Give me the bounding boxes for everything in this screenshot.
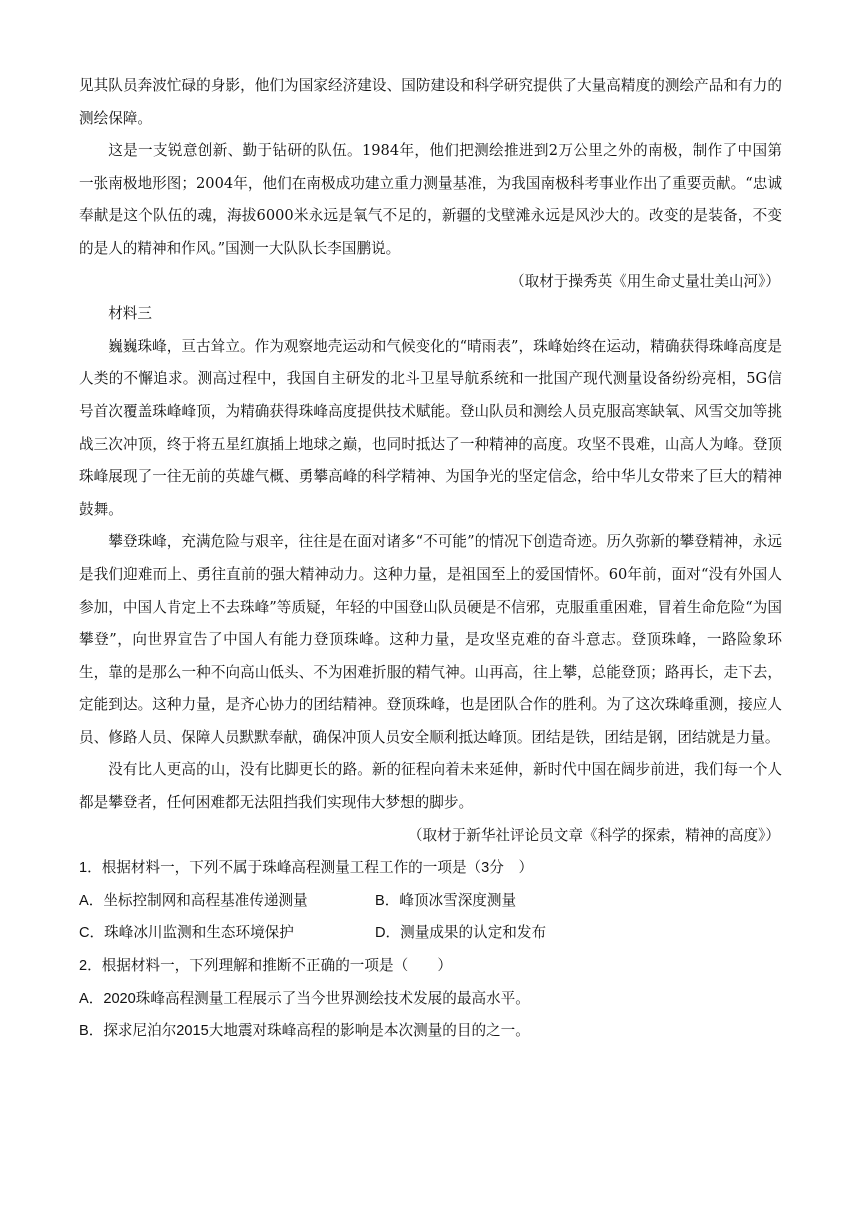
material3-paragraph-1: 巍巍珠峰，亘古耸立。作为观察地壳运动和气候变化的“晴雨表”，珠峰始终在运动，精确获得珠峰高度是人类的不懈追求。测高过程中，我国自主研发的北斗卫星导航系统和一批国产现代测量设备纷纷亮相，5G信号首次覆盖珠峰峰顶，为精确获得珠峰高度提供技术赋能。登山队员和测绘人员克服高寒缺氧、风雪交加等挑战三次冲顶，终于将五星红旗插上地球之巅，也同时抵达了一种精神的高度。攻坚不畏难，山高人为峰。登顶珠峰展现了一往无前的英雄气概、勇攀高峰的科学精神、为国争光的坚定信念，给中华儿女带来了巨大的精神鼓舞。: [79, 337, 782, 518]
question-1-option-c[interactable]: C．珠峰冰川监测和生态环境保护: [79, 925, 294, 942]
question-2-stem: 2．根据材料一，下列理解和推断不正确的一项是（ ）: [79, 958, 452, 975]
material3-paragraph-3: 没有比人更高的山，没有比脚更长的路。新的征程向着未来延伸，新时代中国在阔步前进，我们每一个人都是攀登者，任何困难都无法阻挡我们实现伟大梦想的脚步。: [79, 761, 782, 812]
material3-source: （取材于新华社评论员文章《科学的探索，精神的高度》）: [407, 826, 780, 844]
material3-paragraph-2: 攀登珠峰，充满危险与艰辛，往往是在面对诸多“不可能”的情况下创造奇迹。历久弥新的攀登精神，永远是我们迎难而上、勇往直前的强大精神动力。这种力量，是祖国至上的爱国情怀。60年前，面对“没有外国人参加，中国人肯定上不去珠峰”等质疑，年轻的中国登山队员硬是不信邪，克服重重困难，冒着生命危险“为国攀登”，向世界宣告了中国人有能力登顶珠峰。这种力量，是攻坚克难的奋斗意志。登顶珠峰，一路险象环生，靠的是那么一种不向高山低头、不为困难折服的精气神。山再高，往上攀，总能登顶；路再长，走下去，定能到达。这种力量，是齐心协力的团结精神。登顶珠峰，也是团队合作的胜利。为了这次珠峰重测，接应人员、修路人员、保障人员默默奉献，确保冲顶人员安全顺利抵达峰顶。团结是铁，团结是钢，团结就是力量。: [79, 533, 782, 746]
question-1-option-a[interactable]: A．坐标控制网和高程基准传递测量: [79, 892, 308, 909]
question-1-option-d[interactable]: D．测量成果的认定和发布: [375, 925, 547, 942]
exam-page: [79, 70, 782, 1048]
question-1-option-b[interactable]: B．峰顶冰雪深度测量: [375, 892, 517, 909]
material2-paragraph: 这是一支锐意创新、勤于钻研的队伍。1984年，他们把测绘推进到2万公里之外的南极，制作了中国第一张南极地形图；2004年，他们在南极成功建立重力测量基准，为我国南极科考事业作出了重要贡献。“忠诚奉献是这个队伍的魂，海拔6000米永远是氧气不足的，新疆的戈壁滩永远是风沙大的。改变的是装备，不变的是人的精神和作风。”国测一大队队长李国鹏说。: [79, 142, 782, 257]
question-2-option-b[interactable]: B．探求尼泊尔2015大地震对珠峰高程的影响是本次测量的目的之一。: [79, 1023, 530, 1040]
question-1-options-row-1: [79, 885, 782, 918]
material2-paragraph-continued: 见其队员奔波忙碌的身影，他们为国家经济建设、国防建设和科学研究提供了大量高精度的测绘产品和有力的测绘保障。: [79, 77, 782, 127]
question-1-options-row-2: [79, 917, 782, 950]
material3-heading: 材料三: [108, 305, 152, 323]
question-1-stem: 1．根据材料一，下列不属于珠峰高程测量工程工作的一项是（3分 ）: [79, 860, 534, 877]
question-2-option-a[interactable]: A．2020珠峰高程测量工程展示了当今世界测绘技术发展的最高水平。: [79, 990, 530, 1007]
material2-source: （取材于操秀英《用生命丈量壮美山河》）: [510, 272, 780, 290]
